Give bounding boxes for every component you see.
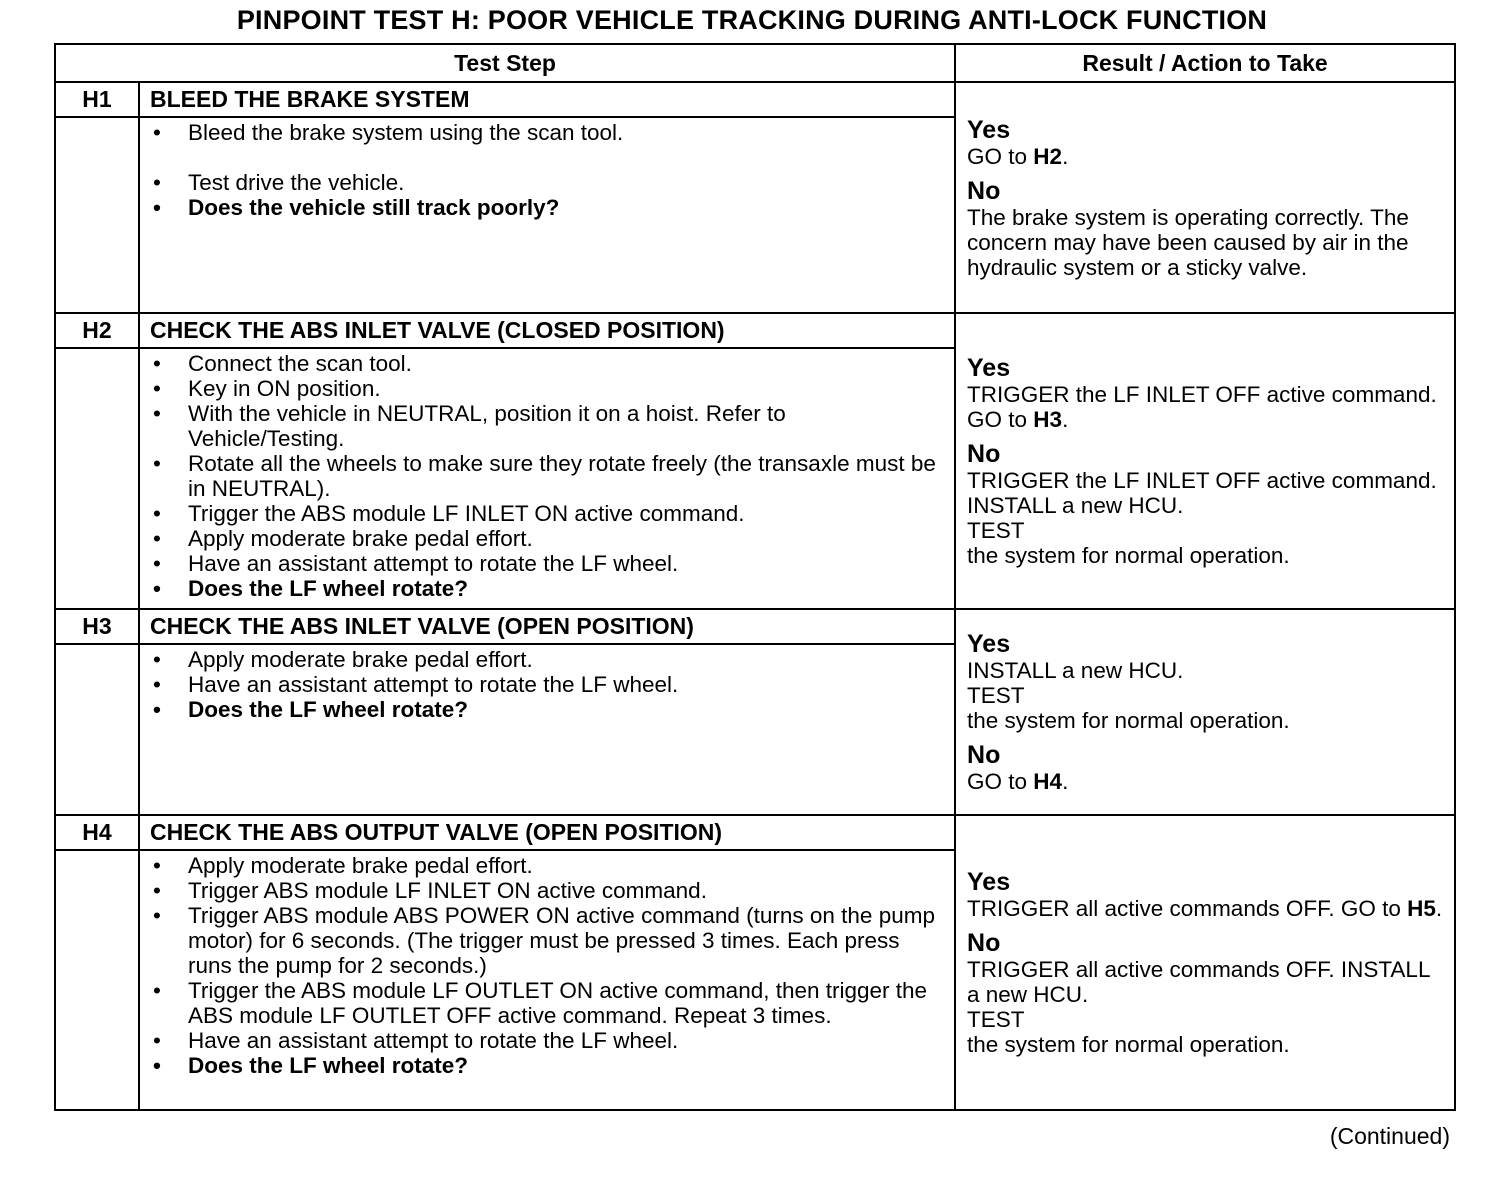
no-action: TRIGGER the LF INLET OFF active command. INSTALL a new HCU. <box>967 468 1437 518</box>
no-block <box>967 929 1444 1057</box>
bullet-item: • Apply moderate brake pedal effort. <box>150 526 944 551</box>
step-h4-result <box>955 815 1455 1110</box>
page-title: PINPOINT TEST H: POOR VEHICLE TRACKING DURING ANTI-LOCK FUNCTION <box>236 5 1268 35</box>
step-h2-body <box>139 348 955 609</box>
bullet-item: • Trigger ABS module LF INLET ON active command. <box>150 878 944 903</box>
bullet-item: • Apply moderate brake pedal effort. <box>150 647 944 672</box>
no-action: GO to H4. <box>967 769 1069 794</box>
step-id: H2 <box>55 313 139 348</box>
header-test-step: Test Step <box>55 44 955 82</box>
yes-block <box>967 116 1444 169</box>
no-label: No <box>967 176 1001 205</box>
bullet-item: • Have an assistant attempt to rotate the LF wheel. <box>150 551 944 576</box>
step-id: H1 <box>55 82 139 117</box>
yes-label: Yes <box>967 115 1011 144</box>
step-h2-result <box>955 313 1455 609</box>
step-ref: H3 <box>1033 407 1063 432</box>
bullet-item: • Bleed the brake system using the scan tool. <box>150 120 944 145</box>
bullet-item: • Trigger the ABS module LF INLET ON active command. <box>150 501 944 526</box>
no-label: No <box>967 929 1001 957</box>
yes-action: the system for normal operation. <box>967 708 1290 733</box>
step-ref: H2 <box>1033 143 1063 169</box>
yes-action: TRIGGER all active commands OFF. GO to H5. <box>967 896 1443 921</box>
empty-id-cell <box>55 348 139 609</box>
step-h2-title-row <box>55 313 1455 348</box>
pinpoint-test-table <box>54 43 1456 1111</box>
step-title: CHECK THE ABS OUTPUT VALVE (OPEN POSITION) <box>139 815 955 850</box>
empty-id-cell <box>55 644 139 815</box>
bullet-item: • Have an assistant attempt to rotate the LF wheel. <box>150 1028 944 1053</box>
no-block <box>967 177 1444 280</box>
bullet-item: • Rotate all the wheels to make sure they rotate freely (the transaxle must be in NEUTRAL). <box>150 451 944 501</box>
step-h3-result <box>955 609 1455 815</box>
no-block <box>967 440 1444 568</box>
bullet-item: • Trigger the ABS module LF OUTLET ON active command, then trigger the ABS module LF OUTLET OFF active command. Repeat 3 times. <box>150 978 944 1028</box>
bullet-question: • Does the LF wheel rotate? <box>150 1053 944 1078</box>
step-h1-title-row <box>55 82 1455 117</box>
no-action: TEST <box>967 1007 1025 1032</box>
empty-id-cell <box>55 850 139 1110</box>
bullet-question: • Does the LF wheel rotate? <box>150 576 944 601</box>
step-h4-title-row <box>55 815 1455 850</box>
no-label: No <box>967 741 1001 769</box>
step-bullets <box>150 351 944 601</box>
continued-label: (Continued) <box>1329 1123 1450 1149</box>
bullet-item: • Key in ON position. <box>150 376 944 401</box>
bullet-item: • Trigger ABS module ABS POWER ON active command (turns on the pump motor) for 6 seconds. (The trigger must be pressed 3 times. Each press runs the pump for 2 seconds.) <box>150 903 944 978</box>
no-action: The brake system is operating correctly. The concern may have been caused by air in the hydraulic system or a sticky valve. <box>967 204 1409 280</box>
step-h3-body <box>139 644 955 815</box>
step-bullets <box>150 120 944 220</box>
bullet-item: • Connect the scan tool. <box>150 351 944 376</box>
step-title: CHECK THE ABS INLET VALVE (CLOSED POSITION) <box>139 313 955 348</box>
yes-block <box>967 630 1444 733</box>
bullet-item: • Apply moderate brake pedal effort. <box>150 853 944 878</box>
no-block <box>967 741 1444 794</box>
no-action: the system for normal operation. <box>967 543 1290 568</box>
no-action: TRIGGER all active commands OFF. INSTALL a new HCU. <box>967 957 1430 1007</box>
step-title: BLEED THE BRAKE SYSTEM <box>139 82 955 117</box>
no-action: TEST <box>967 518 1025 543</box>
step-h1-result <box>955 82 1455 313</box>
step-h3-title-row <box>55 609 1455 644</box>
step-bullets <box>150 853 944 1078</box>
yes-label: Yes <box>967 354 1011 382</box>
bullet-item: • Test drive the vehicle. <box>150 170 944 195</box>
step-id: H3 <box>55 609 139 644</box>
yes-block <box>967 868 1444 921</box>
step-h1-body <box>139 117 955 313</box>
step-bullets <box>150 647 944 722</box>
yes-action: TRIGGER the LF INLET OFF active command. GO to H3. <box>967 382 1437 432</box>
step-h4-body <box>139 850 955 1110</box>
yes-action: GO to H2. <box>967 143 1069 169</box>
step-ref: H5 <box>1407 896 1436 921</box>
step-id: H4 <box>55 815 139 850</box>
yes-action: TEST <box>967 683 1025 708</box>
bullet-item: • With the vehicle in NEUTRAL, position it on a hoist. Refer to Vehicle/Testing. <box>150 401 944 451</box>
bullet-question: • Does the vehicle still track poorly? <box>150 195 944 220</box>
no-label: No <box>967 440 1001 468</box>
empty-id-cell <box>55 117 139 313</box>
yes-action: INSTALL a new HCU. <box>967 658 1184 683</box>
no-action: the system for normal operation. <box>967 1032 1290 1057</box>
yes-block <box>967 354 1444 432</box>
bullet-item: • Have an assistant attempt to rotate the LF wheel. <box>150 672 944 697</box>
table-header-row <box>55 44 1455 82</box>
yes-label: Yes <box>967 868 1011 896</box>
step-title: CHECK THE ABS INLET VALVE (OPEN POSITION) <box>139 609 955 644</box>
header-result: Result / Action to Take <box>955 44 1455 82</box>
bullet-question: • Does the LF wheel rotate? <box>150 697 944 722</box>
yes-label: Yes <box>967 630 1011 658</box>
step-ref: H4 <box>1033 769 1063 794</box>
